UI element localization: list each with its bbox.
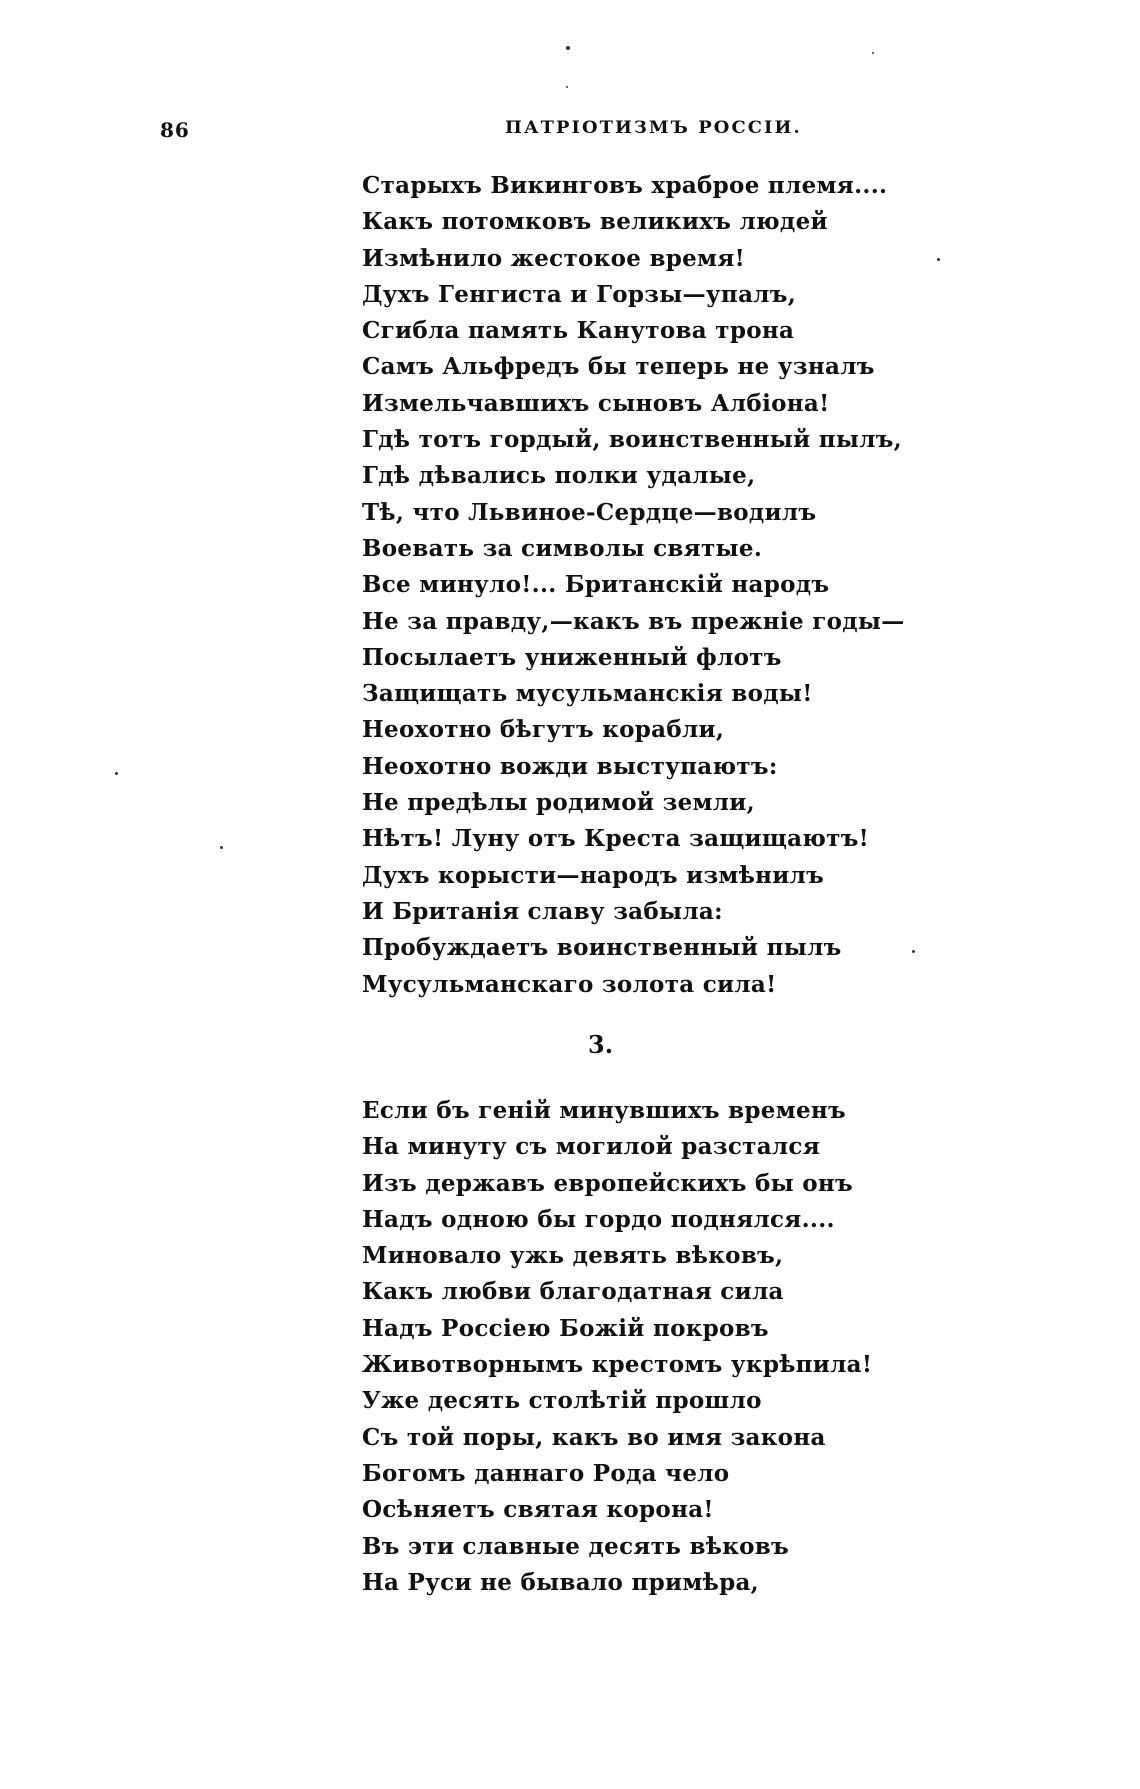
ink-speck: [566, 86, 568, 88]
verse-line: Все минуло!... Британскій народъ: [362, 571, 830, 599]
verse-line: Тѣ, что Львиное-Сердце—водилъ: [362, 498, 817, 526]
verse-line: Съ той поры, какъ во имя закона: [362, 1423, 826, 1451]
ink-speck: [912, 950, 915, 953]
ink-speck: [872, 52, 874, 54]
ink-speck: [220, 846, 223, 849]
verse-line: На минуту съ могилой разстался: [362, 1133, 821, 1161]
verse-line: Осѣняетъ святая корона!: [362, 1496, 714, 1524]
verse-line: И Британія славу забыла:: [362, 897, 723, 925]
verse-line: Посылаетъ униженный флотъ: [362, 643, 782, 671]
page-number: 86: [160, 118, 190, 142]
verse-line: Мусульманскаго золота сила!: [362, 970, 777, 998]
section-number: 3.: [588, 1030, 614, 1059]
stanza-1: [362, 168, 905, 1003]
stanza-2: [362, 1093, 872, 1601]
verse-line: Духъ Генгиста и Горзы—упалъ,: [362, 280, 797, 308]
verse-line: Самъ Альфредъ бы теперь не узналъ: [362, 353, 875, 381]
ink-speck: [566, 46, 570, 50]
verse-line: Духъ корысти—народъ измѣнилъ: [362, 861, 825, 889]
verse-line: Старыхъ Викинговъ храброе племя....: [362, 172, 888, 199]
verse-line: Неохотно бѣгутъ корабли,: [362, 716, 725, 744]
verse-line: Надъ одною бы гордо поднялся....: [362, 1205, 835, 1233]
verse-line: Изъ державъ европейскихъ бы онъ: [362, 1169, 853, 1197]
verse-line: Измельчавшихъ сыновъ Албіона!: [362, 389, 830, 417]
verse-line: На Руси не бывало примѣра,: [362, 1568, 759, 1596]
ink-speck: [937, 258, 940, 261]
verse-line: Уже десять столѣтій прошло: [362, 1387, 762, 1415]
running-title: ПАТРІОТИЗМЪ РОССІИ.: [505, 118, 802, 138]
verse-line: Какъ любви благодатная сила: [362, 1278, 784, 1306]
verse-line: Не за правду,—какъ въ прежніе годы—: [362, 607, 905, 635]
verse-line: Какъ потомковъ великихъ людей: [362, 208, 828, 236]
verse-line: Надъ Россіею Божій покровъ: [362, 1314, 769, 1342]
verse-line: Не предѣлы родимой земли,: [362, 789, 755, 817]
verse-line: Если бъ геній минувшихъ временъ: [362, 1097, 846, 1124]
page-header: [0, 118, 1140, 148]
verse-line: Пробуждаетъ воинственный пылъ: [362, 934, 842, 962]
verse-line: Гдѣ тотъ гордый, воинственный пылъ,: [362, 426, 902, 454]
verse-line: Воевать за символы святые.: [362, 534, 763, 562]
verse-line: Въ эти славные десять вѣковъ: [362, 1532, 790, 1560]
verse-line: Богомъ даннаго Рода чело: [362, 1459, 730, 1487]
verse-line: Неохотно вожди выступаютъ:: [362, 752, 778, 780]
verse-line: Миновало ужь девять вѣковъ,: [362, 1242, 784, 1270]
verse-line: Защищать мусульманскія воды!: [362, 680, 813, 708]
verse-line: Животворнымъ крестомъ укрѣпила!: [362, 1351, 873, 1379]
ink-speck: [115, 772, 118, 775]
verse-line: Измѣнило жестокое время!: [362, 244, 746, 272]
verse-line: Гдѣ дѣвались полки удалые,: [362, 462, 756, 490]
verse-line: Сгибла память Канутова трона: [362, 317, 795, 345]
verse-line: Нѣтъ! Луну отъ Креста защищаютъ!: [362, 825, 870, 853]
